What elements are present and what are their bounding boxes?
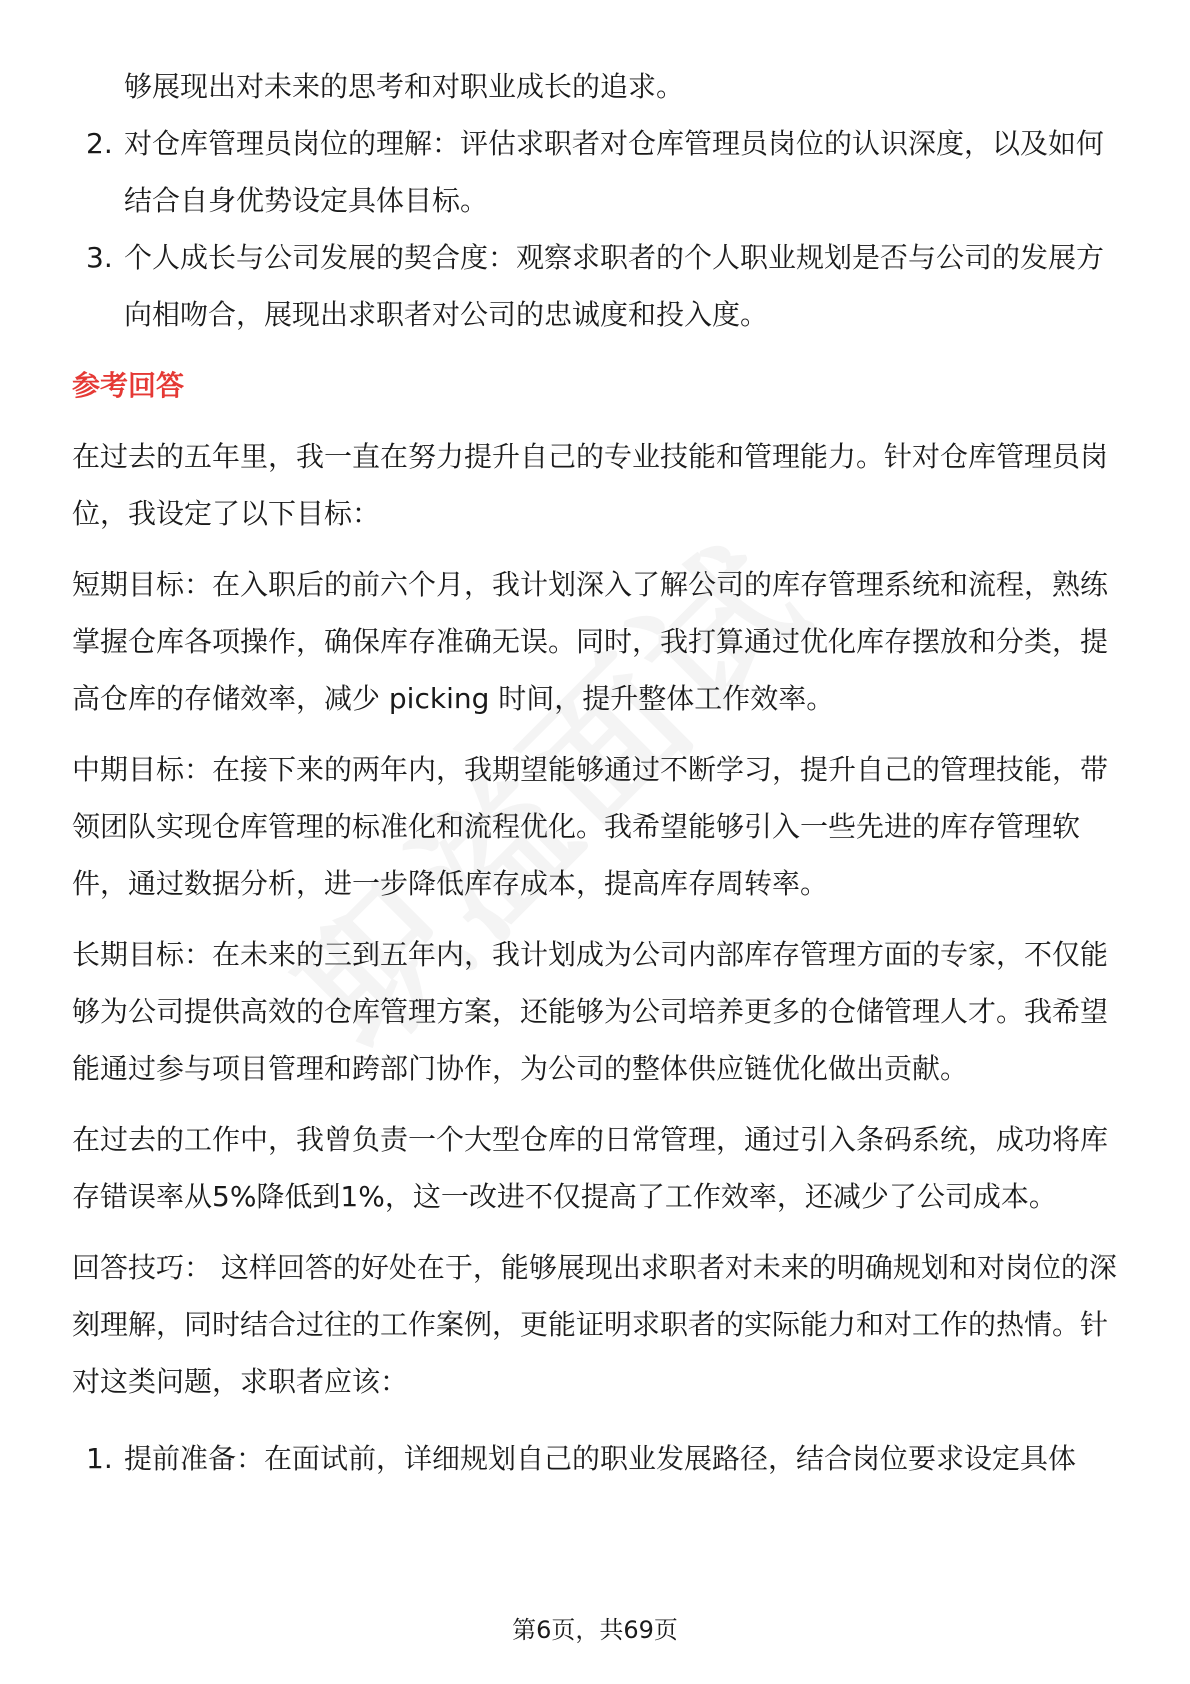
- paragraph: 在过去的工作中，我曾负责一个大型仓库的日常管理，通过引入条码系统，成功将库存错误率从5%降低到1%，这一改进不仅提高了工作效率，还减少了公司成本。: [72, 1123, 1109, 1213]
- page-content: [72, 58, 1122, 1487]
- continuation-text: 够展现出对未来的思考和对职业成长的追求。: [124, 70, 685, 103]
- paragraph: 长期目标：在未来的三到五年内，我计划成为公司内部库存管理方面的专家，不仅能够为公司提供高效的仓库管理方案，还能够为公司培养更多的仓储管理人才。我希望能通过参与项目管理和跨部门协作，为公司的整体供应链优化做出贡献。: [72, 938, 1109, 1085]
- list-number: 1.: [86, 1442, 113, 1475]
- list-text: 个人成长与公司发展的契合度：观察求职者的个人职业规划是否与公司的发展方向相吻合，展现出求职者对公司的忠诚度和投入度。: [124, 241, 1105, 331]
- paragraph: 回答技巧： 这样回答的好处在于，能够展现出求职者对未来的明确规划和对岗位的深刻理解，同时结合过往的工作案例，更能证明求职者的实际能力和对工作的热情。针对这类问题，求职者应该：: [72, 1251, 1117, 1398]
- page-footer: 第6页，共69页: [512, 1616, 678, 1644]
- paragraph: 短期目标：在入职后的前六个月，我计划深入了解公司的库存管理系统和流程，熟练掌握仓库各项操作，确保库存准确无误。同时，我打算通过优化库存摆放和分类，提高仓库的存储效率，减少 picking 时间，提升整体工作效率。: [72, 568, 1109, 715]
- section-heading: 参考回答: [72, 369, 185, 402]
- list-text: 提前准备：在面试前，详细规划自己的职业发展路径，结合岗位要求设定具体: [124, 1442, 1077, 1475]
- list-item: [72, 229, 1122, 343]
- list-number: 3.: [86, 241, 113, 274]
- list-number: 2.: [86, 127, 113, 160]
- list-item: [72, 1430, 1122, 1487]
- paragraph: 在过去的五年里，我一直在努力提升自己的专业技能和管理能力。针对仓库管理员岗位，我设定了以下目标：: [72, 440, 1109, 530]
- list-text: 对仓库管理员岗位的理解：评估求职者对仓库管理员岗位的认识深度，以及如何结合自身优势设定具体目标。: [124, 127, 1105, 217]
- criteria-list: [72, 115, 1122, 343]
- paragraph: 中期目标：在接下来的两年内，我期望能够通过不断学习，提升自己的管理技能，带领团队实现仓库管理的标准化和流程优化。我希望能够引入一些先进的库存管理软件，通过数据分析，进一步降低库存成本，提高库存周转率。: [72, 753, 1109, 900]
- tips-list: [72, 1430, 1122, 1487]
- list-item: [72, 115, 1122, 229]
